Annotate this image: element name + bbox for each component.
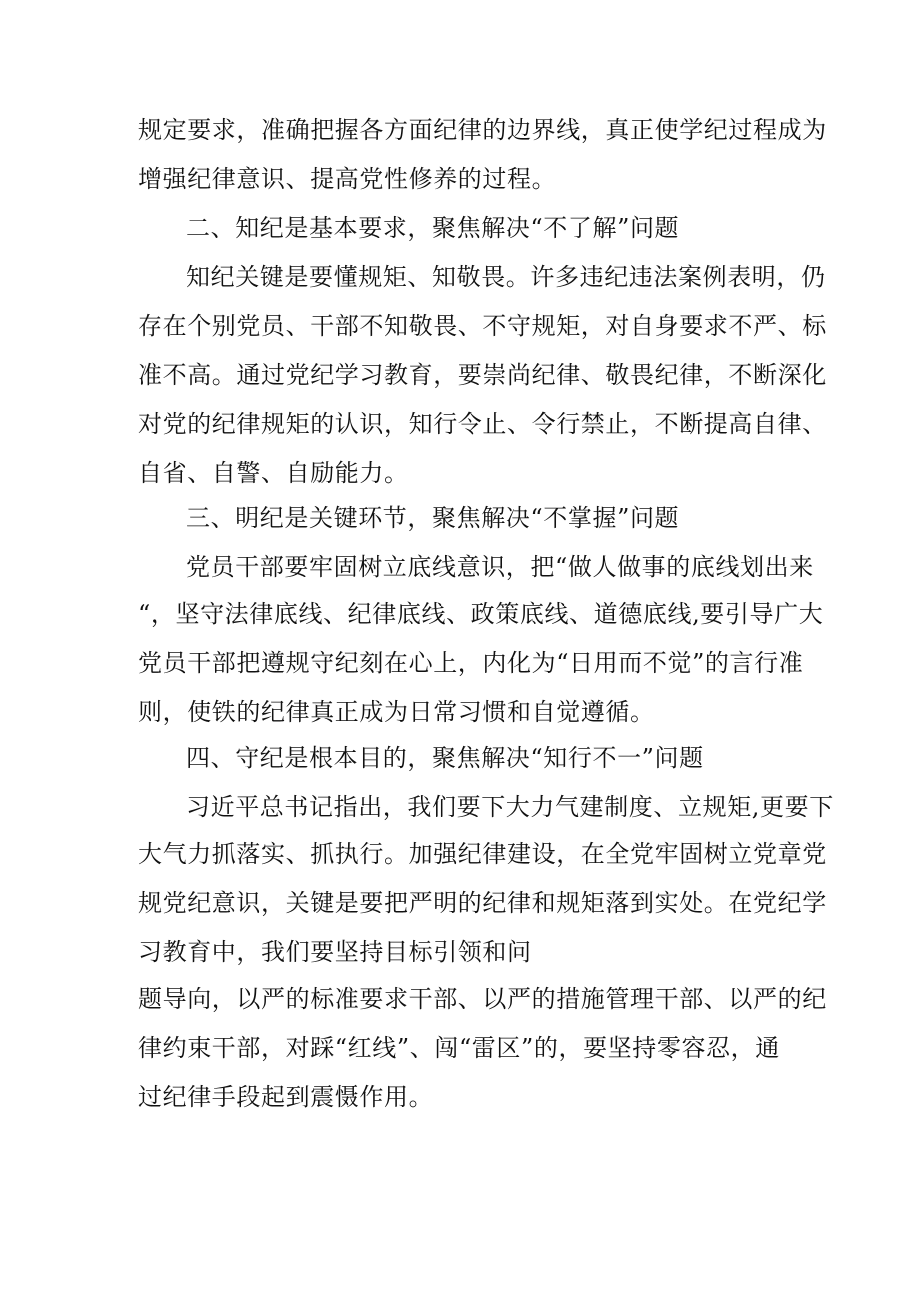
text-line: 题导向，以严的标准要求干部、以严的措施管理干部、以严的纪	[138, 985, 827, 1013]
text-line: 则，使铁的纪律真正成为日常习惯和自觉遵循。	[138, 698, 655, 726]
text-line: 规定要求，准确把握各方面纪律的边界线，真正使学纪过程成为	[138, 116, 827, 144]
text-line: 存在个别党员、干部不知敬畏、不守规矩，对自身要求不严、标	[138, 312, 827, 340]
text-line: 大气力抓落实、抓执行。加强纪律建设，在全党牢固树立党章党	[138, 840, 827, 868]
text-line: 自省、自警、自励能力。	[138, 459, 409, 487]
text-line: 增强纪律意识、提高党性修养的过程。	[138, 165, 557, 193]
text-line: 对党的纪律规矩的认识，知行令止、令行禁止，不断提高自律、	[138, 410, 827, 438]
text-line: 准不高。通过党纪学习教育，要崇尚纪律、敬畏纪律，不断深化	[138, 361, 827, 389]
section-heading: 三、明纪是关键环节，聚焦解决“不掌握”问题	[186, 504, 680, 532]
section-heading: 四、守纪是根本目的，聚焦解决“知行不一”问题	[186, 744, 704, 772]
text-line: 习近平总书记指出，我们要下大力气建制度、立规矩,更要下	[186, 793, 834, 821]
text-line: 知纪关键是要懂规矩、知敬畏。许多违纪违法案例表明，仍	[186, 263, 826, 291]
text-line: 习教育中，我们要坚持目标引领和问	[138, 938, 532, 966]
text-line: 律约束干部，对踩“红线”、闯“雷区”的，要坚持零容忍，通	[138, 1034, 780, 1062]
text-line: 党员干部把遵规守纪刻在心上，内化为“日用而不觉”的言行准	[138, 649, 804, 677]
section-heading: 二、知纪是基本要求，聚焦解决“不了解”问题	[186, 214, 680, 242]
text-line: “，坚守法律底线、纪律底线、政策底线、道德底线,要引导广大	[138, 600, 824, 628]
text-line: 过纪律手段起到震慑作用。	[138, 1083, 434, 1111]
text-line: 规党纪意识，关键是要把严明的纪律和规矩落到实处。在党纪学	[138, 889, 827, 917]
text-line: 党员干部要牢固树立底线意识，把“做人做事的底线划出来	[186, 553, 814, 581]
